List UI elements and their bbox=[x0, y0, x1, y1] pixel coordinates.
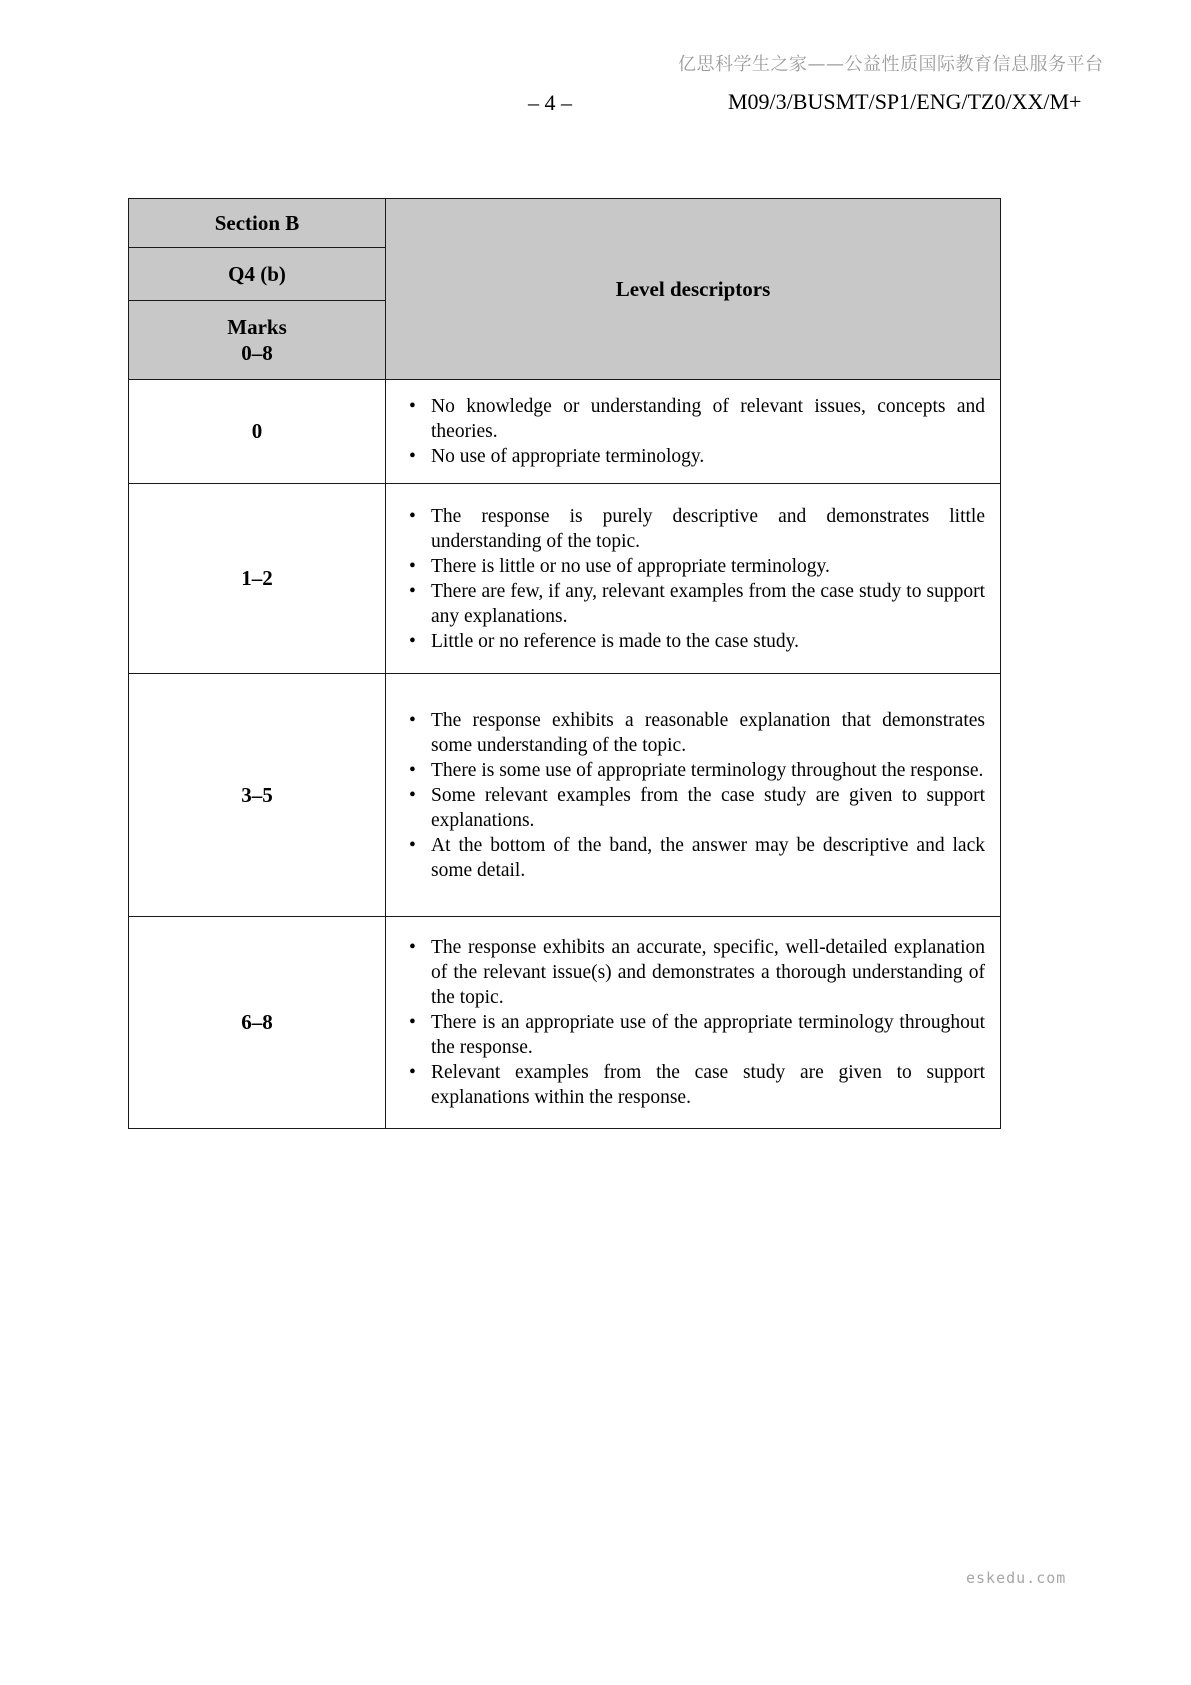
descriptor-cell bbox=[386, 917, 1001, 1129]
table-row bbox=[129, 484, 1001, 674]
bullet-icon: • bbox=[409, 784, 416, 806]
bullet-icon: • bbox=[409, 759, 416, 781]
bullet-icon: • bbox=[409, 834, 416, 856]
paper-code: M09/3/BUSMT/SP1/ENG/TZ0/XX/M+ bbox=[728, 89, 1082, 114]
bullet-list bbox=[398, 504, 985, 654]
bullet-list bbox=[398, 935, 985, 1110]
bullet-icon: • bbox=[409, 505, 416, 527]
marks-cell: 0 bbox=[129, 380, 386, 484]
bullet-icon: • bbox=[409, 396, 416, 417]
bullet-item: • Relevant examples from the case study are given to support explanations within the response. bbox=[409, 1062, 985, 1108]
bullet-icon: • bbox=[409, 709, 416, 731]
marks-range: 0–8 bbox=[241, 341, 273, 365]
marks-header-cell bbox=[129, 301, 386, 380]
descriptor-cell bbox=[386, 484, 1001, 674]
descriptor-cell bbox=[386, 380, 1001, 484]
bullet-item: • Some relevant examples from the case study are given to support explanations. bbox=[409, 784, 985, 831]
bullet-item: • There are few, if any, relevant examples from the case study to support any explanations. bbox=[409, 580, 985, 627]
marks-cell: 6–8 bbox=[129, 917, 386, 1129]
page-number: – 4 – bbox=[528, 90, 572, 115]
level-descriptors-header-cell: Level descriptors bbox=[386, 199, 1001, 380]
markband-table bbox=[128, 198, 1001, 1129]
bullet-item: • There is an appropriate use of the appropriate terminology throughout the response. bbox=[409, 1012, 985, 1058]
bullet-item: • The response is purely descriptive and demonstrates little understanding of the topic. bbox=[409, 505, 985, 552]
bullet-item: • There is some use of appropriate terminology throughout the response. bbox=[409, 759, 984, 781]
bullet-list bbox=[398, 394, 985, 469]
bullet-icon: • bbox=[409, 555, 416, 577]
marks-cell: 3–5 bbox=[129, 674, 386, 917]
bullet-list bbox=[398, 708, 985, 883]
bullet-icon: • bbox=[409, 1062, 416, 1083]
table-row bbox=[129, 380, 1001, 484]
marks-cell: 1–2 bbox=[129, 484, 386, 674]
header-row-section bbox=[129, 199, 1001, 248]
table-row bbox=[129, 674, 1001, 917]
bullet-item: • There is little or no use of appropriate terminology. bbox=[409, 555, 830, 577]
chinese-watermark-text: 亿思科学生之家——公益性质国际教育信息服务平台 bbox=[678, 54, 1104, 75]
bullet-icon: • bbox=[409, 937, 416, 958]
site-watermark: eskedu.com bbox=[966, 1569, 1067, 1587]
bullet-icon: • bbox=[409, 446, 416, 467]
table-row bbox=[129, 917, 1001, 1129]
bullet-icon: • bbox=[409, 630, 416, 652]
bullet-icon: • bbox=[409, 1012, 416, 1033]
question-header-cell: Q4 (b) bbox=[129, 248, 386, 301]
bullet-item: • No knowledge or understanding of relevant issues, concepts and theories. bbox=[409, 396, 985, 442]
descriptor-cell bbox=[386, 674, 1001, 917]
bullet-item: • The response exhibits an accurate, specific, well-detailed explanation of the relevant issue(s) and demonstrates a thorough understanding of the topic. bbox=[409, 937, 985, 1008]
marks-label: Marks bbox=[227, 314, 287, 339]
bullet-item: • At the bottom of the band, the answer may be descriptive and lack some detail. bbox=[409, 834, 985, 881]
bullet-icon: • bbox=[409, 580, 416, 602]
section-header-cell: Section B bbox=[129, 199, 386, 248]
bullet-item: • No use of appropriate terminology. bbox=[409, 446, 705, 467]
bullet-item: • The response exhibits a reasonable explanation that demonstrates some understanding of the topic. bbox=[409, 709, 985, 756]
bullet-item: • Little or no reference is made to the case study. bbox=[409, 630, 800, 652]
